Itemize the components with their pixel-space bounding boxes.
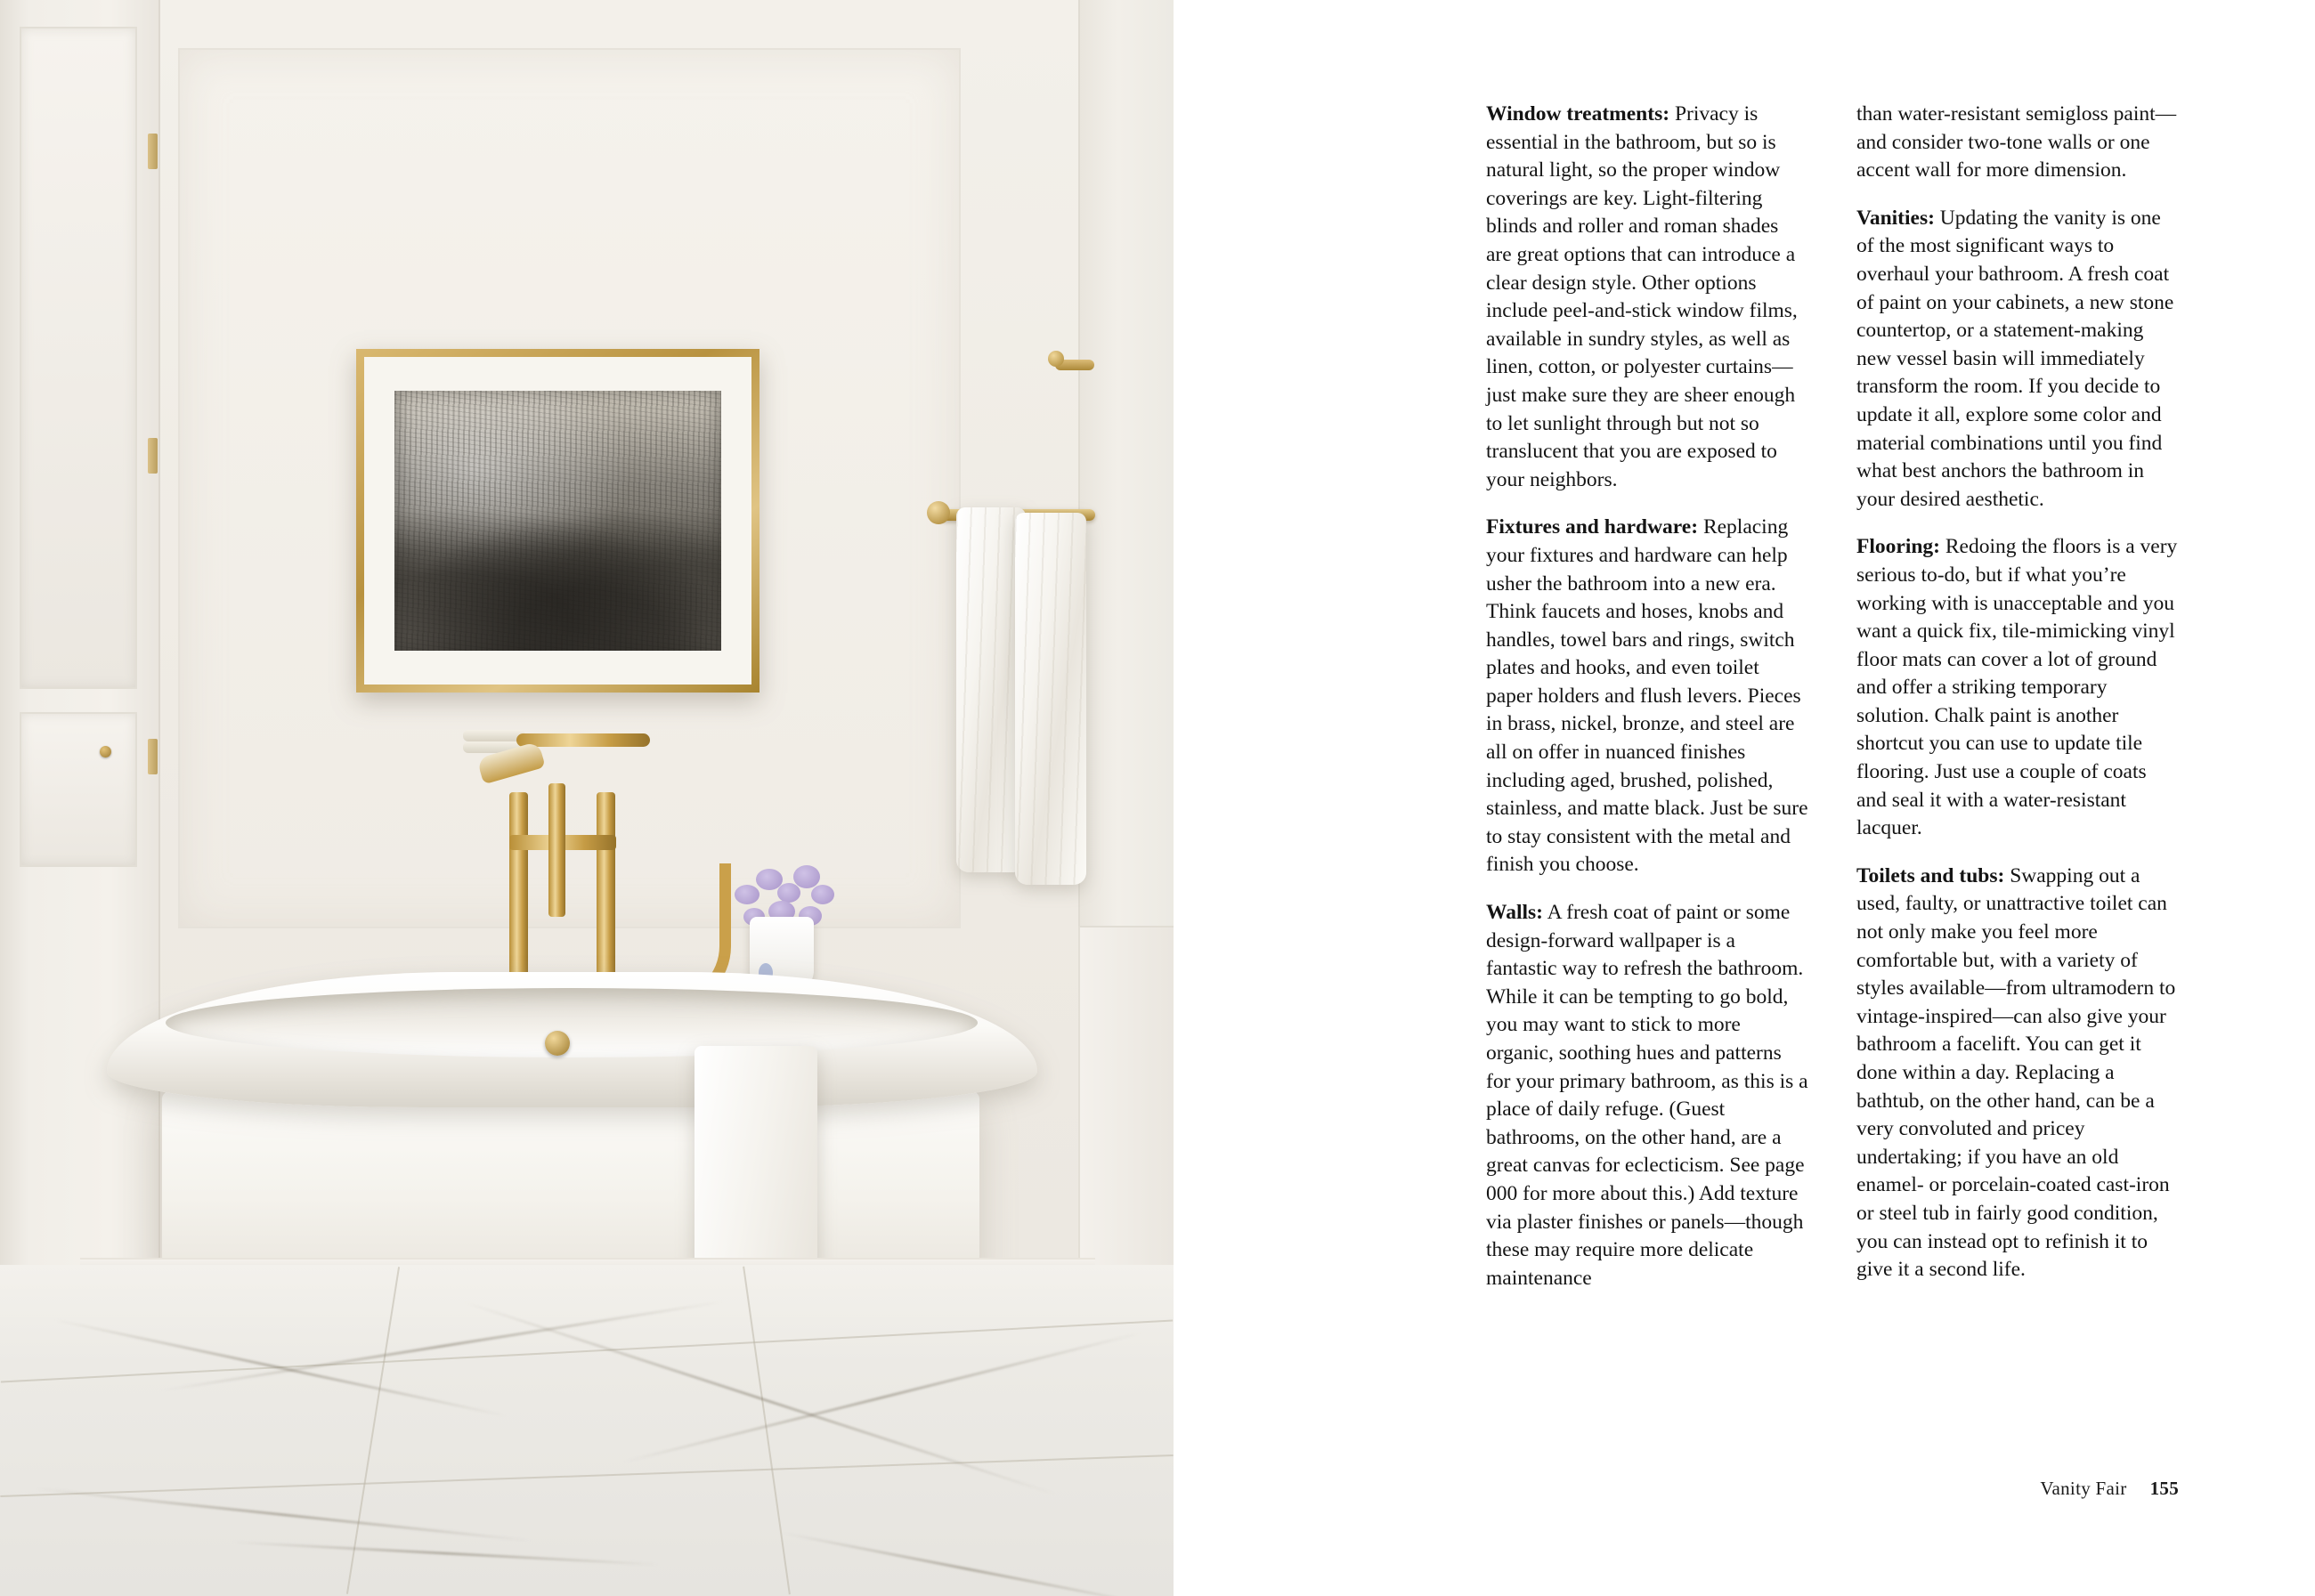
article-columns [1486,101,2179,1312]
publication-name: Vanity Fair [2040,1478,2127,1499]
faucet-riser-left [509,792,528,979]
paragraph [1856,101,2179,185]
column-right [1856,101,2179,1312]
paragraph-body: Swapping out a used, faulty, or unattractive toilet can not only make you feel more comfortable but, with a variety of styles available—from ultramodern to vintage-inspired—can also give your bathroom a facelift. You can get it done within a day. Replacing a bathtub, on the other hand, can be a very convoluted and pricey undertaking; if you have an old enamel- or porcelain-coated cast-iron or steel tub in fairly good condition, you can instead opt to refinish it to give it a second life. [1856,863,2176,1282]
paragraph [1486,101,1808,494]
artwork-mat [364,357,751,685]
paragraph-body: than water-resistant semigloss paint—and consider two-tone walls or one accent wall for more dimension. [1856,102,2177,182]
paragraph-lead: Flooring: [1856,535,1940,559]
paragraph-lead: Walls: [1486,901,1543,925]
door-hinge-icon [148,438,158,474]
paragraph [1856,533,2179,843]
faucet-spout [548,783,565,917]
paragraph [1856,205,2179,514]
column-left [1486,101,1808,1312]
marble-floor [0,1265,1174,1596]
door-knob-icon [100,746,111,757]
paragraph-body: Redoing the floors is a very serious to-do, but if what you’re working with is unacceptable and you want a quick fix, tile-mimicking vinyl floor mats can cover a lot of ground and offer a striking temporary solution. Chalk paint is another shortcut you can use to update tile flooring. Just use a couple of coats and seal it with a water-resistant lacquer. [1856,535,2178,840]
tub-interior [166,988,978,1057]
brass-wall-hook-icon [1055,360,1094,370]
door-panel-lower [20,712,137,867]
page-number: 155 [2149,1478,2179,1499]
door-hinge-icon [148,739,158,774]
framed-artwork [356,349,759,693]
hanging-towel [1015,513,1086,885]
paragraph [1486,514,1808,879]
door-hinge-icon [148,134,158,169]
paragraph-lead: Toilets and tubs: [1856,863,2005,887]
text-page [1174,0,2315,1596]
paragraph-body: Replacing your fixtures and hardware can help usher the bathroom into a new era. Think faucets and hoses, knobs and handles, towel bars and rings, switch plates and hooks, and even toilet paper holders and flush levers. Pieces in brass, nickel, bronze, and steel are all on offer in nuanced finishes including aged, brushed, polished, stainless, and matte black. Just be sure to stay consistent with the metal and finish you choose. [1486,515,1808,877]
paragraph-lead: Window treatments: [1486,102,1670,126]
paragraph-lead: Vanities: [1856,206,1935,230]
brass-overflow-drain-icon [545,1031,570,1056]
artwork-etching-image [394,391,721,651]
faucet-top-bar [516,733,650,747]
paragraph-lead: Fixtures and hardware: [1486,515,1699,539]
paragraph-body: A fresh coat of paint or some design-forward wallpaper is a fantastic way to refresh the bathroom. While it can be tempting to go bold, you may want to stick to more organic, soothing hues and patterns for your primary bathroom, as this is a place of daily refuge. (Guest bathrooms, on the other hand, are a great canvas for eclecticism. See page 000 for more about this.) Add texture via plaster finishes or panels—though these may require more delicate maintenance [1486,901,1808,1290]
paragraph-body: Updating the vanity is one of the most significant ways to overhaul your bathroom. A fresh coat of paint on your cabinets, a new stone countertop, or a statement-making new vessel basin will immediately transform the room. If you decide to update it all, explore some color and material combinations until you find what best anchors the bathroom in your desired aesthetic. [1856,206,2174,511]
paragraph [1486,899,1808,1292]
page-footer [2040,1478,2179,1500]
tub-rim [107,972,1037,1107]
paragraph [1856,863,2179,1284]
paragraph-body: Privacy is essential in the bathroom, but so is natural light, so the proper window coverings are key. Light-filtering blinds and roller and roman shades are great options that can introduce a clear design style. Other options include peel-and-stick window films, available in sundry styles, as well as linen, cotton, or polyester curtains—just make sure they are sheer enough to let sunlight through but not so translucent that you are exposed to your neighbors. [1486,102,1798,491]
door-panel-upper [20,27,137,689]
